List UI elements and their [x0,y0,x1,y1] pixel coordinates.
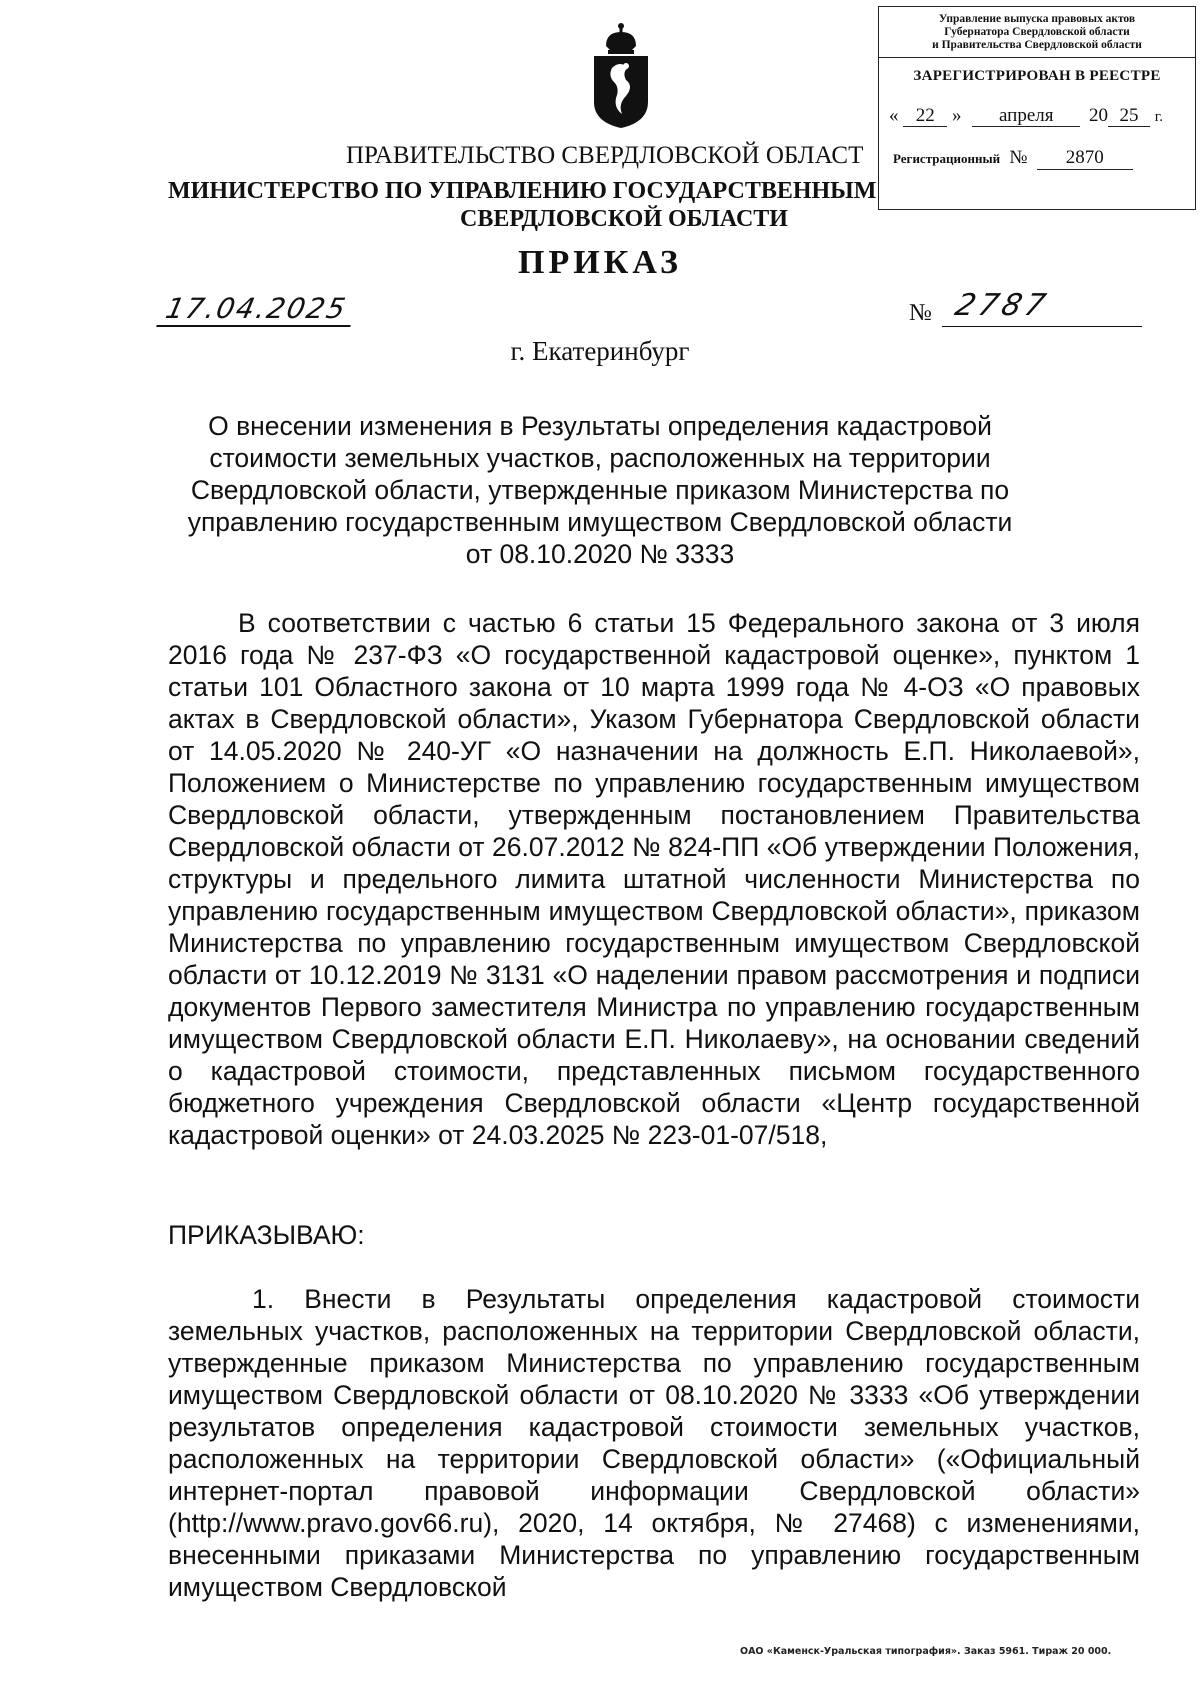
order-number-symbol: № [909,300,932,326]
printer-footer: ОАО «Каменск-Уральская типография». Заказ 5961. Тираж 20 000. [740,1646,1112,1657]
stamp-month: апреля [972,106,1080,127]
ministry-title-line2: СВЕРДЛОВСКОЙ ОБЛАСТИ [460,206,788,232]
stamp-reg-label: Регистрационный [893,151,1001,166]
item-1-paragraph: 1. Внести в Результаты определения кадастровой стоимости земельных участков, расположенных на территории Свердловской области, утвержденные приказом Министерства по управлению государственным имуществом Свердловской области от 08.10.2020 № 3333 «Об утверждении результатов определения кадастровой стоимости земельных участков, расположенных на территории Свердловской области» («Официальный интернет-портал правовой информации Свердловской области» (http://www.pravo.gov66.ru), 2020, 14 октября, № 27468) с изменениями, внесенными приказами Министерства по управлению государственным имуществом Свердловской [168,1284,1140,1602]
order-word: ПРИКАЗЫВАЮ: [168,1220,365,1250]
stamp-year-suffix: 25 [1108,106,1150,127]
stamp-date [879,105,1195,127]
handwritten-order-number: 2787 [951,288,1054,323]
coat-of-arms-icon [586,22,656,130]
handwritten-date: 17.04.2025 [156,292,358,327]
stamp-close-quote: » [952,105,962,126]
preamble-paragraph: В соответствии с частью 6 статьи 15 Федерального закона от 3 июля 2016 года № 237-ФЗ «О государственной кадастровой оценке», пунктом 1 статьи 101 Областного закона от 10 марта 1999 года № 4-ОЗ «О правовых актах в Свердловской области», Указом Губернатора Свердловской области от 14.05.2020 № 240-УГ «О назначении на должность Е.П. Николаевой», Положением о Министерстве по управлению государственным имуществом Свердловской области, утвержденным постановлением Правительства Свердловской области от 26.07.2012 № 824-ПП «Об утверждении Положения, структуры и предельного лимита штатной численности Министерства по управлению государственным имуществом Свердловской области», приказом Министерства по управлению государственным имуществом Свердловской области от 10.12.2019 № 3131 «О наделении правом рассмотрения и подписи документов Первого заместителя Министра по управлению государственным имуществом Свердловской области Е.П. Николаеву», на основании сведений о кадастровой стоимости, представленных письмом государственного бюджетного учреждения Свердловской области «Центр государственной кадастровой оценки» от 24.03.2025 № 223-01-07/518, [168,608,1140,1150]
document-type: ПРИКАЗ [518,244,682,281]
registration-stamp [878,6,1196,210]
stamp-year-mark: г. [1154,109,1163,125]
stamp-registered-label: ЗАРЕГИСТРИРОВАН В РЕЕСТРЕ [913,68,1161,84]
stamp-header-line1: Управление выпуска правовых актов [938,13,1136,25]
stamp-open-quote: « [889,105,899,126]
stamp-reg-number-row [879,147,1195,170]
city: г. Екатеринбург [510,336,690,366]
ministry-title-line1: МИНИСТЕРСТВО ПО УПРАВЛЕНИЮ ГОСУДАРСТВЕННЫМ [168,178,877,204]
stamp-day: 22 [903,106,947,127]
stamp-header [879,7,1195,58]
stamp-header-line3: и Правительства Свердловской области [932,39,1142,51]
stamp-reg-number: 2870 [1037,147,1133,170]
order-number-underline [942,326,1142,327]
stamp-year-prefix: 20 [1089,105,1108,126]
stamp-header-line2: Губернатора Свердловской области [944,26,1130,38]
document-title: О внесении изменения в Результаты определения кадастровой стоимости земельных участков, расположенных на территории Свердловской области, утвержденные приказом Министерства по управлению государственным имуществом Свердловской области от 08.10.2020 № 3333 [187,411,1013,569]
stamp-num-symbol: № [1009,147,1028,168]
government-title: ПРАВИТЕЛЬСТВО СВЕРДЛОВСКОЙ ОБЛАСТ [346,142,864,169]
